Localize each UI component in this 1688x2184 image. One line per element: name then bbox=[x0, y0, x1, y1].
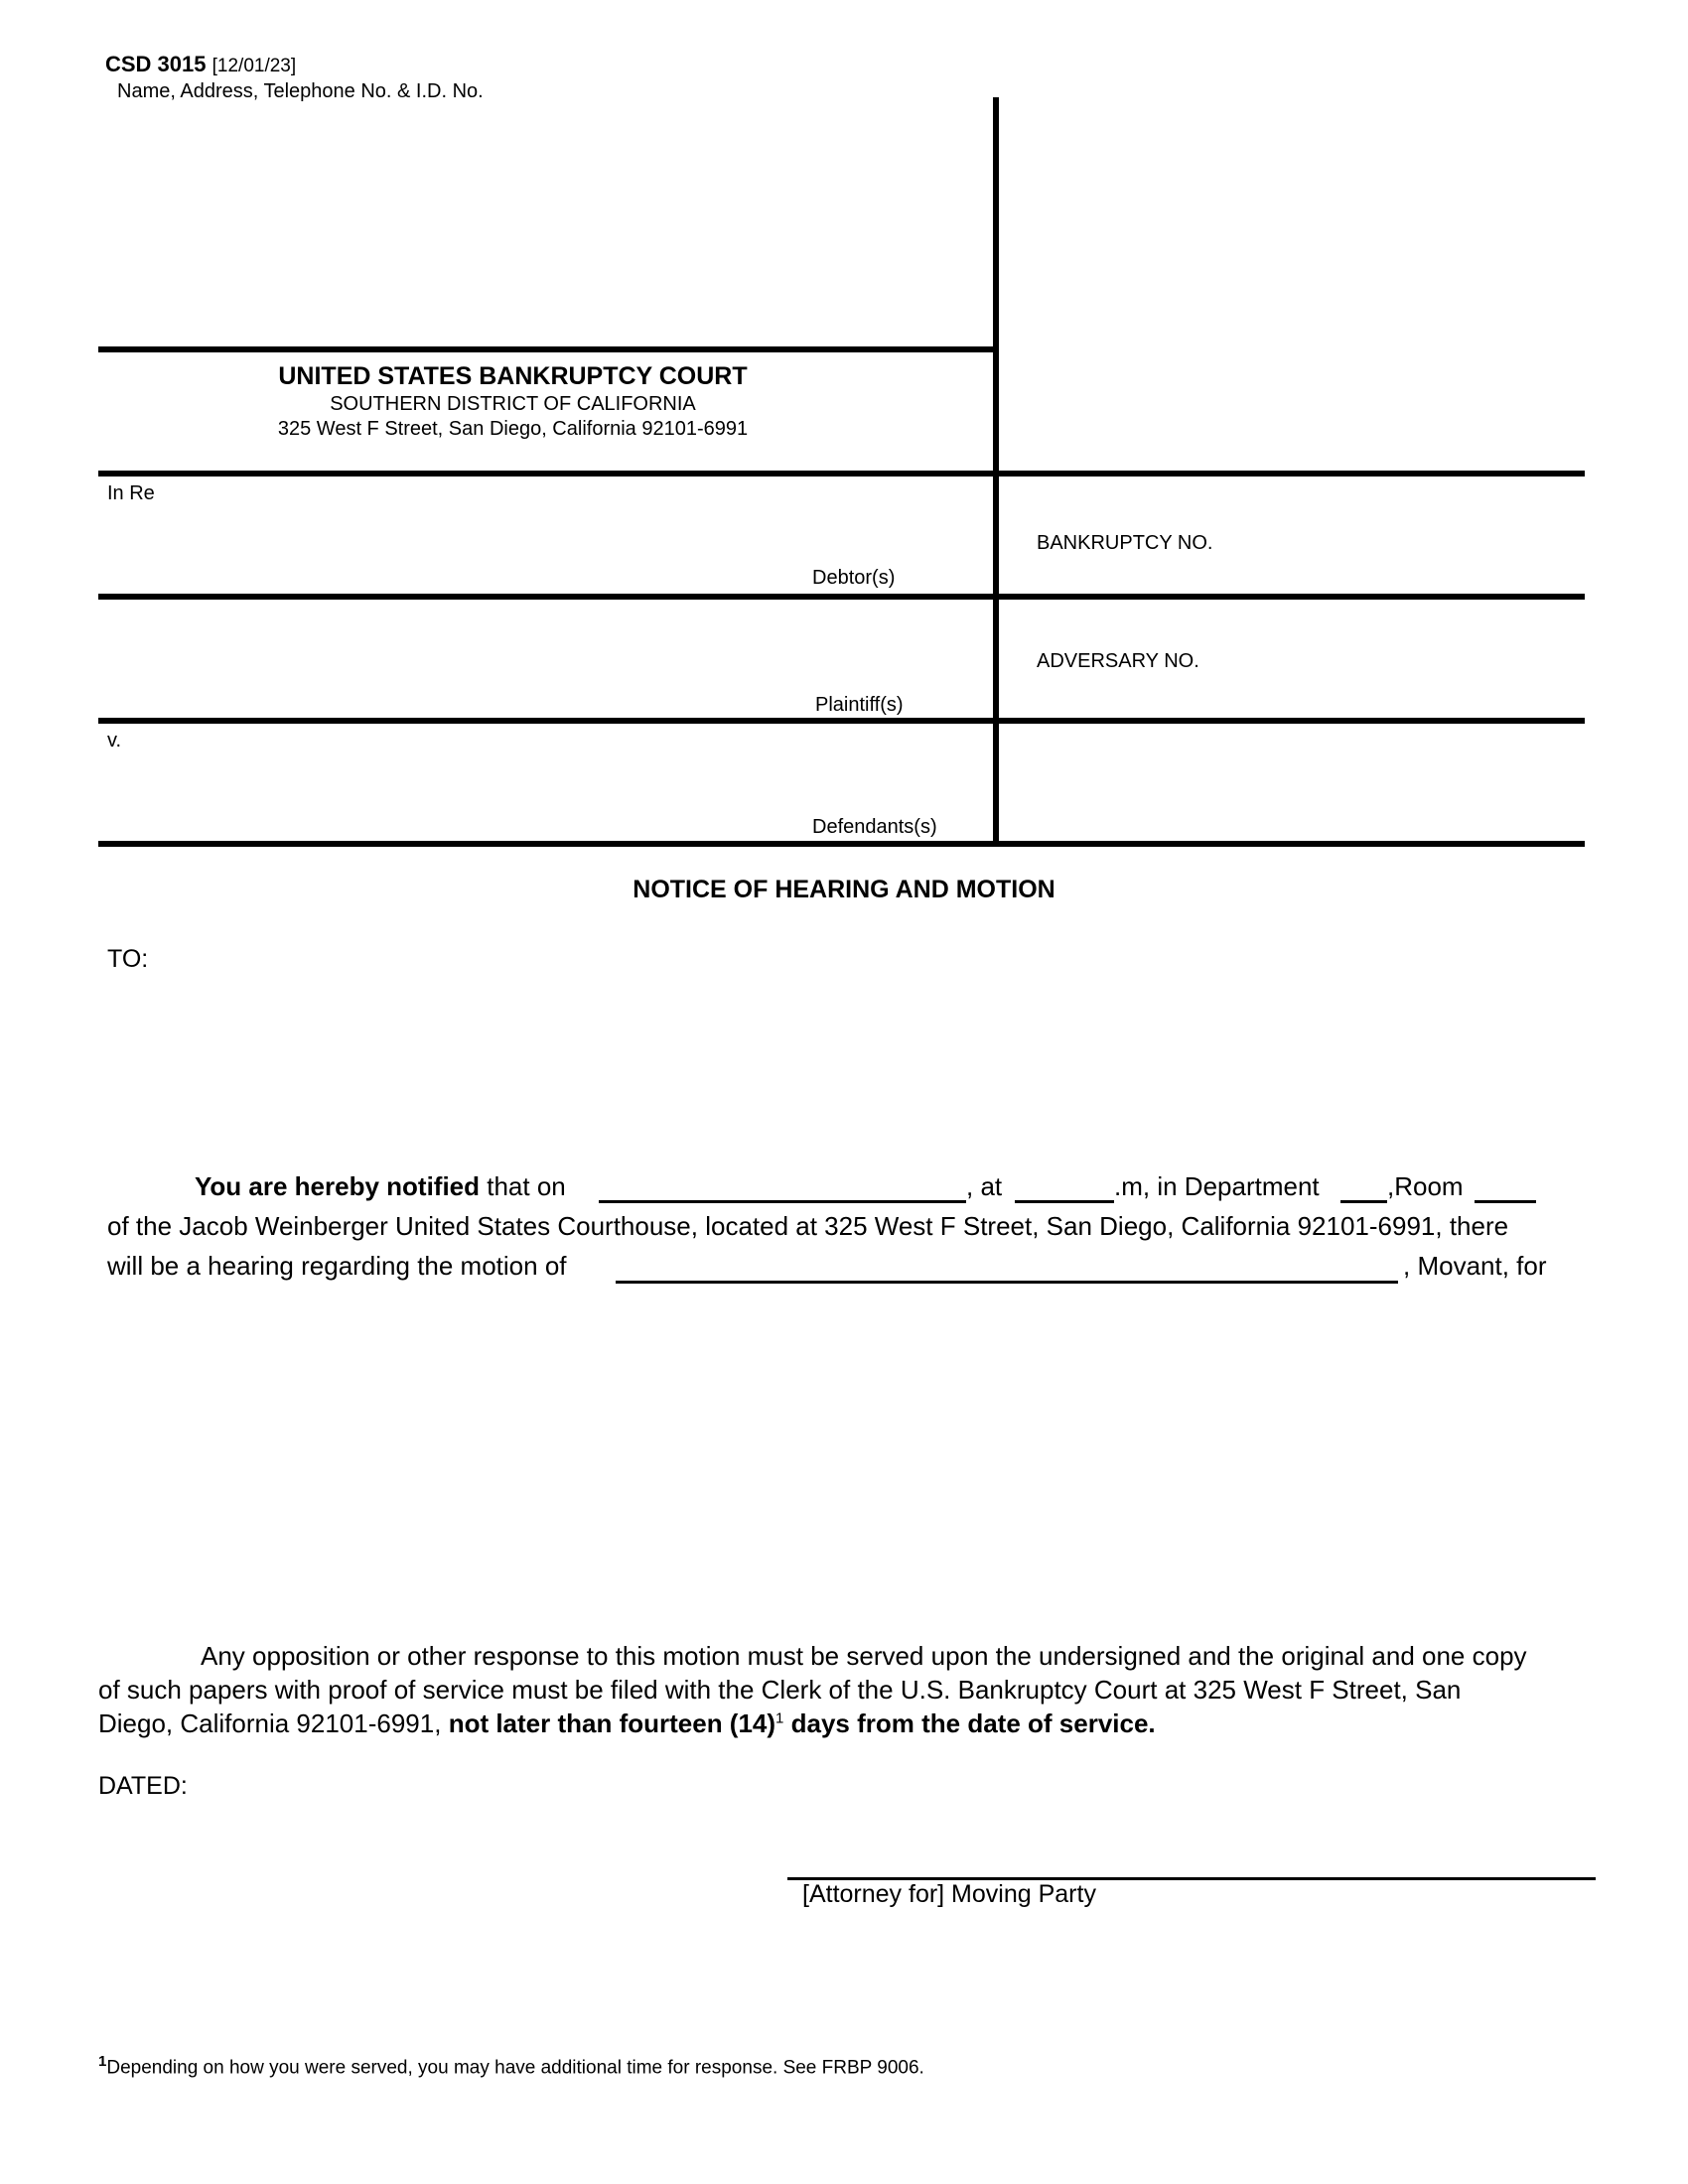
form-code: CSD 3015 bbox=[105, 52, 207, 76]
opposition-line-2: of such papers with proof of service must be filed with the Clerk of the U.S. Bankruptcy Court at 325 West F Street, San bbox=[98, 1675, 1462, 1705]
room-blank[interactable] bbox=[1475, 1200, 1536, 1203]
notice-that-on: that on bbox=[487, 1171, 566, 1201]
department-blank[interactable] bbox=[1340, 1200, 1387, 1203]
form-date: [12/01/23] bbox=[211, 56, 297, 76]
court-district: SOUTHERN DISTRICT OF CALIFORNIA bbox=[330, 393, 696, 415]
plaintiff-label: Plaintiff(s) bbox=[815, 694, 904, 716]
form-code-line bbox=[105, 52, 296, 77]
opposition-line-3 bbox=[98, 1708, 1156, 1739]
notice-line-2: of the Jacob Weinberger United States Courthouse, located at 325 West F Street, San Diego, California 92101-6991, there bbox=[107, 1211, 1509, 1241]
opposition-line-3-start: Diego, California 92101-6991, bbox=[98, 1708, 442, 1738]
opposition-deadline-bold-end: days from the date of service. bbox=[790, 1708, 1156, 1738]
court-block bbox=[98, 360, 927, 442]
footnote-mark: 1 bbox=[98, 2053, 107, 2070]
footnote bbox=[98, 2053, 924, 2079]
signature-label: [Attorney for] Moving Party bbox=[802, 1880, 1096, 1908]
notice-line-3-end: , Movant, for bbox=[1403, 1251, 1547, 1281]
court-name: UNITED STATES BANKRUPTCY COURT bbox=[278, 362, 748, 390]
defendant-label: Defendants(s) bbox=[812, 816, 937, 838]
notice-line-1-lead bbox=[195, 1171, 566, 1202]
notice-line-3-start: will be a hearing regarding the motion of bbox=[107, 1251, 567, 1281]
rule-debtor bbox=[98, 594, 1585, 600]
opposition-deadline-bold: not later than fourteen (14) bbox=[448, 1708, 776, 1738]
rule-caption-top bbox=[98, 471, 1585, 477]
debtor-label: Debtor(s) bbox=[812, 567, 896, 589]
hearing-time-blank[interactable] bbox=[1015, 1200, 1114, 1203]
court-address: 325 West F Street, San Diego, California 92101-6991 bbox=[277, 418, 749, 440]
opposition-line-1: Any opposition or other response to this motion must be served upon the undersigned and the original and one copy bbox=[201, 1641, 1527, 1671]
notice-room: ,Room bbox=[1387, 1171, 1464, 1201]
attorney-info-label: Name, Address, Telephone No. & I.D. No. bbox=[117, 80, 484, 102]
footnote-text: Depending on how you were served, you may have additional time for response. See FRBP 9006. bbox=[106, 2057, 924, 2079]
dated-label: DATED: bbox=[98, 1772, 188, 1800]
hearing-date-blank[interactable] bbox=[599, 1200, 966, 1203]
notice-at: , at bbox=[966, 1171, 1003, 1201]
versus-label: v. bbox=[107, 730, 122, 751]
movant-name-blank[interactable] bbox=[616, 1281, 1398, 1284]
to-label: TO: bbox=[107, 945, 149, 973]
in-re-label: In Re bbox=[107, 482, 155, 504]
notice-lead-bold: You are hereby notified bbox=[195, 1171, 481, 1201]
adversary-no-label: ADVERSARY NO. bbox=[1037, 650, 1199, 672]
notice-title: NOTICE OF HEARING AND MOTION bbox=[633, 876, 1055, 903]
bankruptcy-no-label: BANKRUPTCY NO. bbox=[1037, 532, 1213, 554]
notice-m-in-department: .m, in Department bbox=[1114, 1171, 1320, 1201]
rule-court-top bbox=[98, 346, 996, 352]
opposition-footnote-mark: 1 bbox=[775, 1709, 784, 1727]
rule-plaintiff bbox=[98, 718, 1585, 724]
rule-defendant bbox=[98, 841, 1585, 847]
